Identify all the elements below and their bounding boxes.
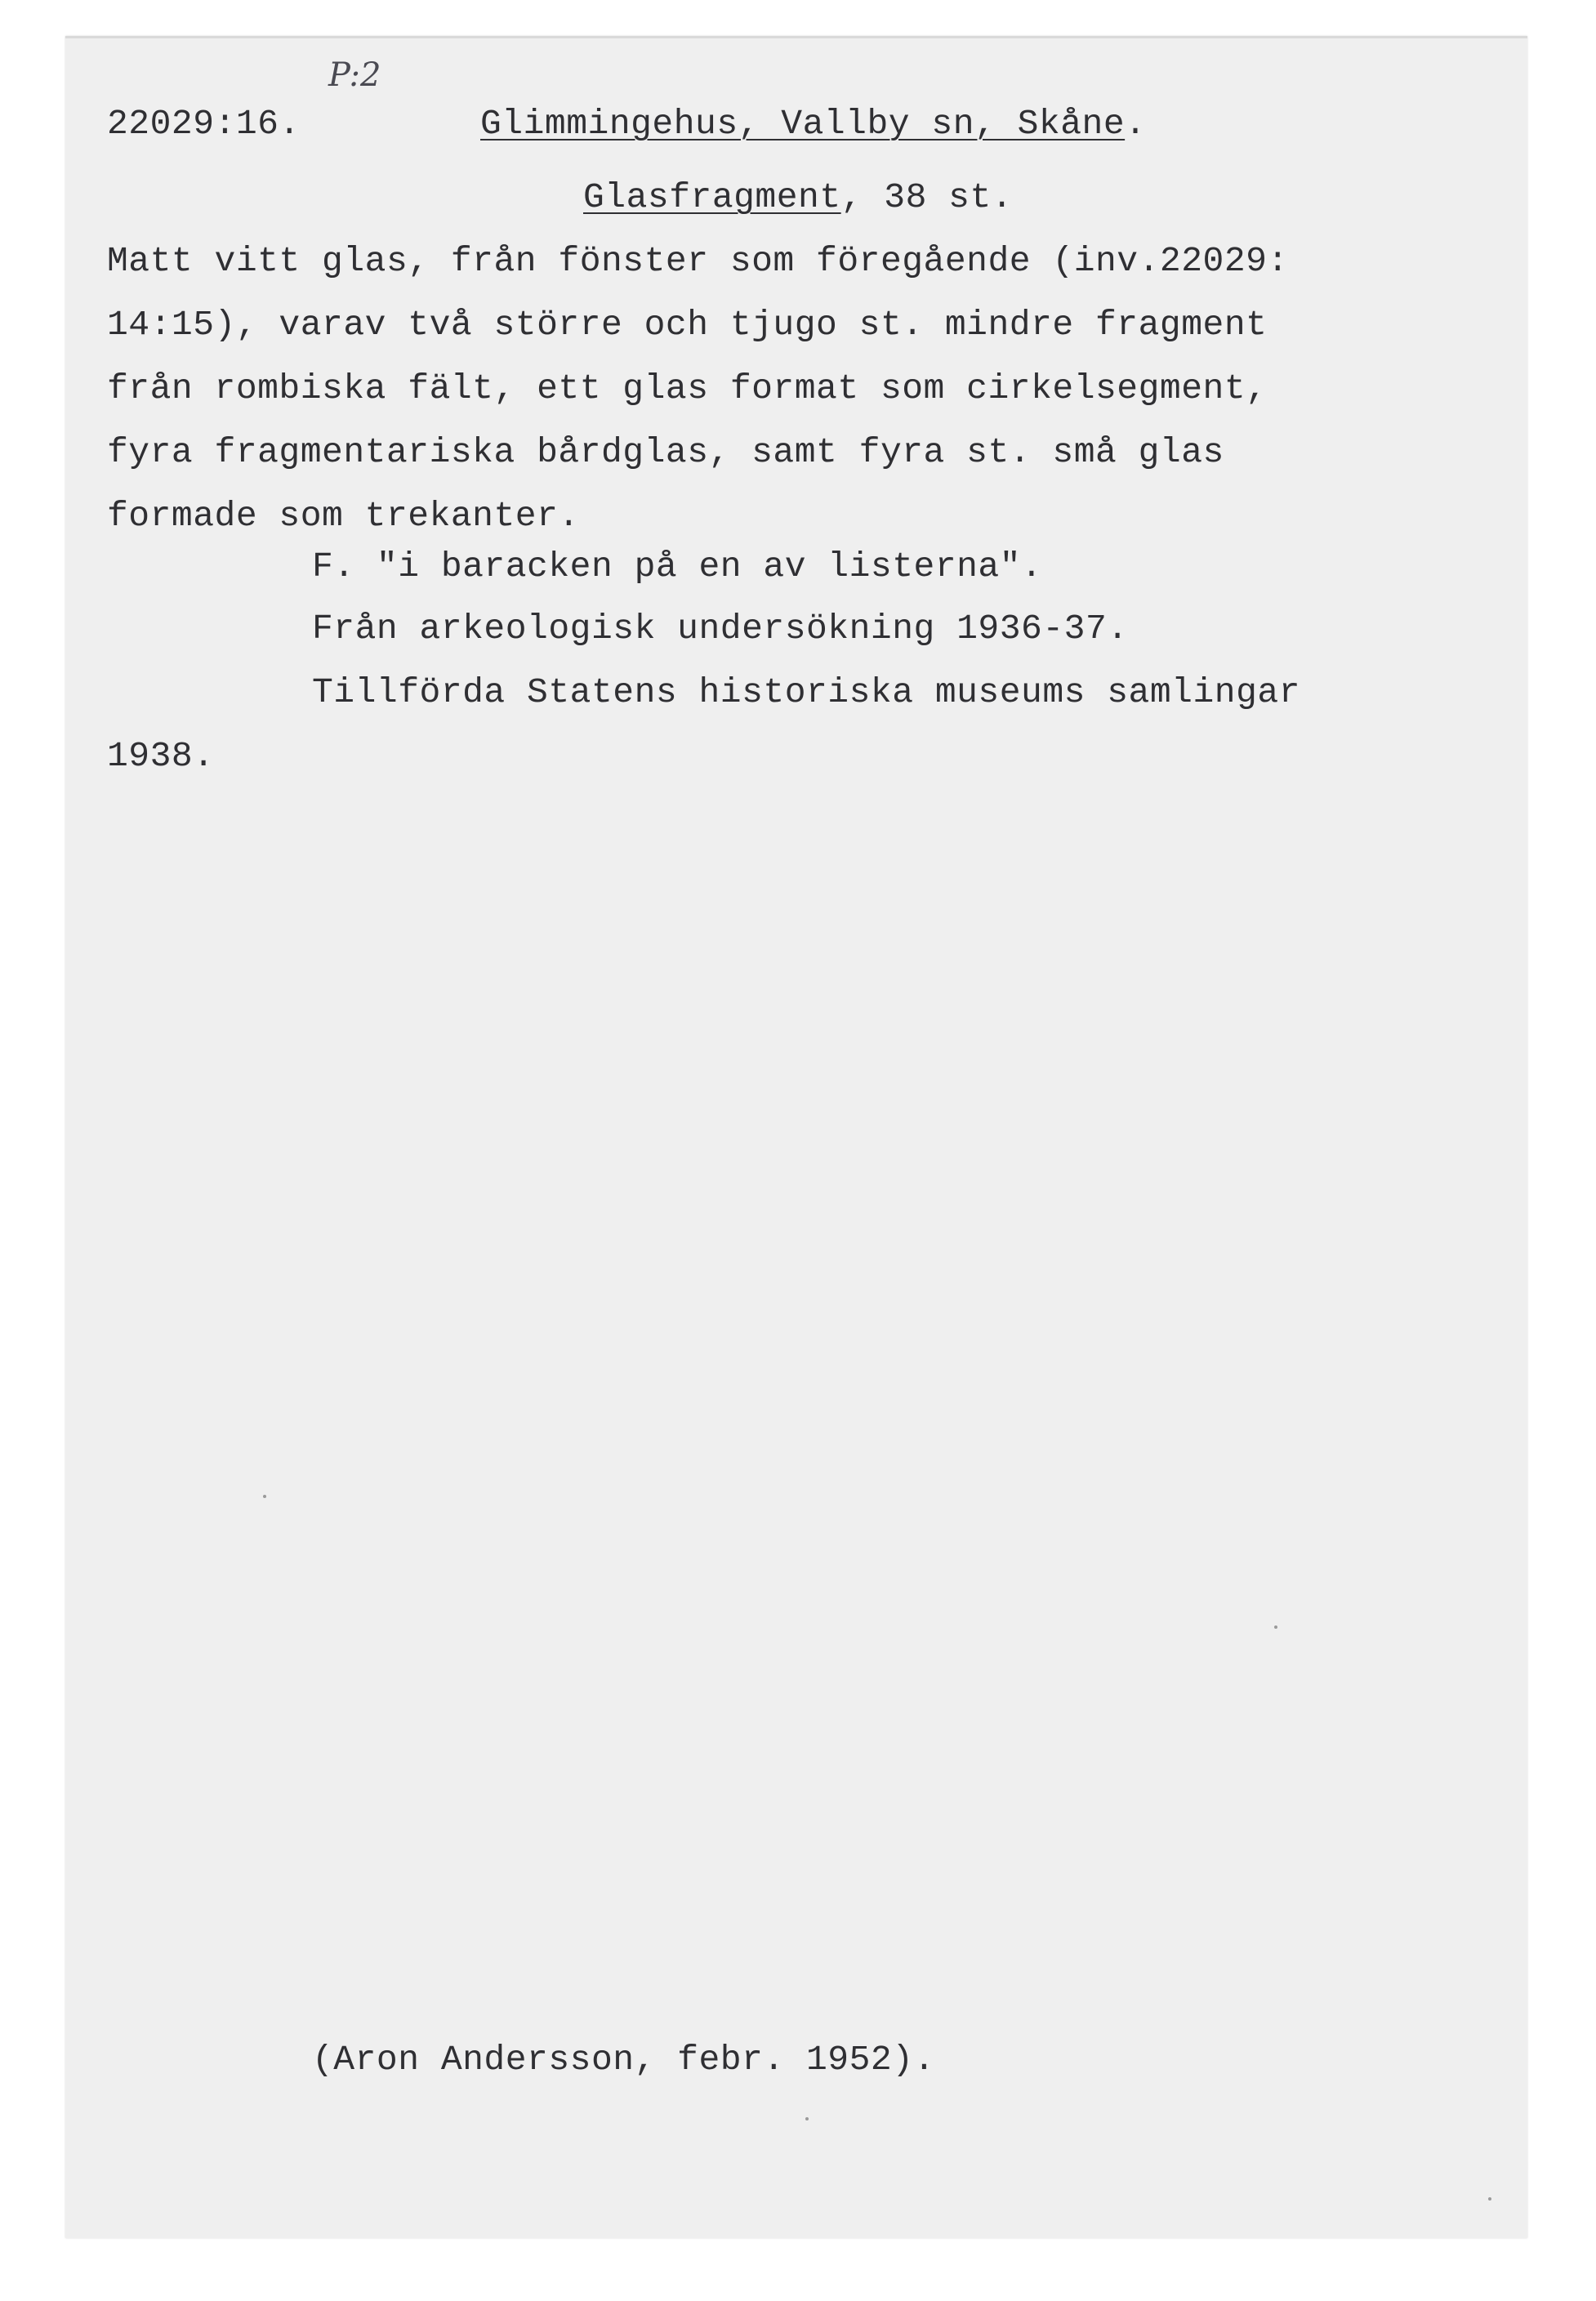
paper-speck xyxy=(1274,1625,1277,1629)
accession-year: 1938. xyxy=(107,736,215,776)
description-line-1: Matt vitt glas, från fönster som föregående (inv.22029: xyxy=(107,241,1289,281)
paper-speck xyxy=(805,2117,809,2120)
object-name: Glasfragment xyxy=(583,177,841,217)
find-context: F. "i baracken på en av listerna". xyxy=(312,546,1043,586)
signature: (Aron Andersson, febr. 1952). xyxy=(312,2040,935,2080)
inventory-number: 22029:16. xyxy=(107,104,301,144)
handwritten-mark: P:2 xyxy=(328,56,381,94)
paper-speck xyxy=(263,1495,266,1498)
object-heading xyxy=(583,177,1014,217)
site-title-period: . xyxy=(1125,104,1147,144)
site-title xyxy=(480,104,1147,144)
excavation-note: Från arkeologisk undersökning 1936-37. xyxy=(312,609,1129,649)
accession-note: Tillförda Statens historiska museums samlingar xyxy=(312,672,1300,712)
card-top-edge xyxy=(65,36,1527,38)
description-line-4: fyra fragmentariska bårdglas, samt fyra st. små glas xyxy=(107,432,1224,472)
description-line-5: formade som trekanter. xyxy=(107,496,580,536)
site-title-text: Glimmingehus, Vallby sn, Skåne xyxy=(480,104,1126,144)
paper-speck xyxy=(1488,2197,1491,2201)
catalog-card xyxy=(65,36,1527,2238)
description-line-2: 14:15), varav två större och tjugo st. mindre fragment xyxy=(107,305,1268,345)
object-count: , 38 st. xyxy=(840,177,1014,217)
description-line-3: från rombiska fält, ett glas format som cirkelsegment, xyxy=(107,368,1268,408)
